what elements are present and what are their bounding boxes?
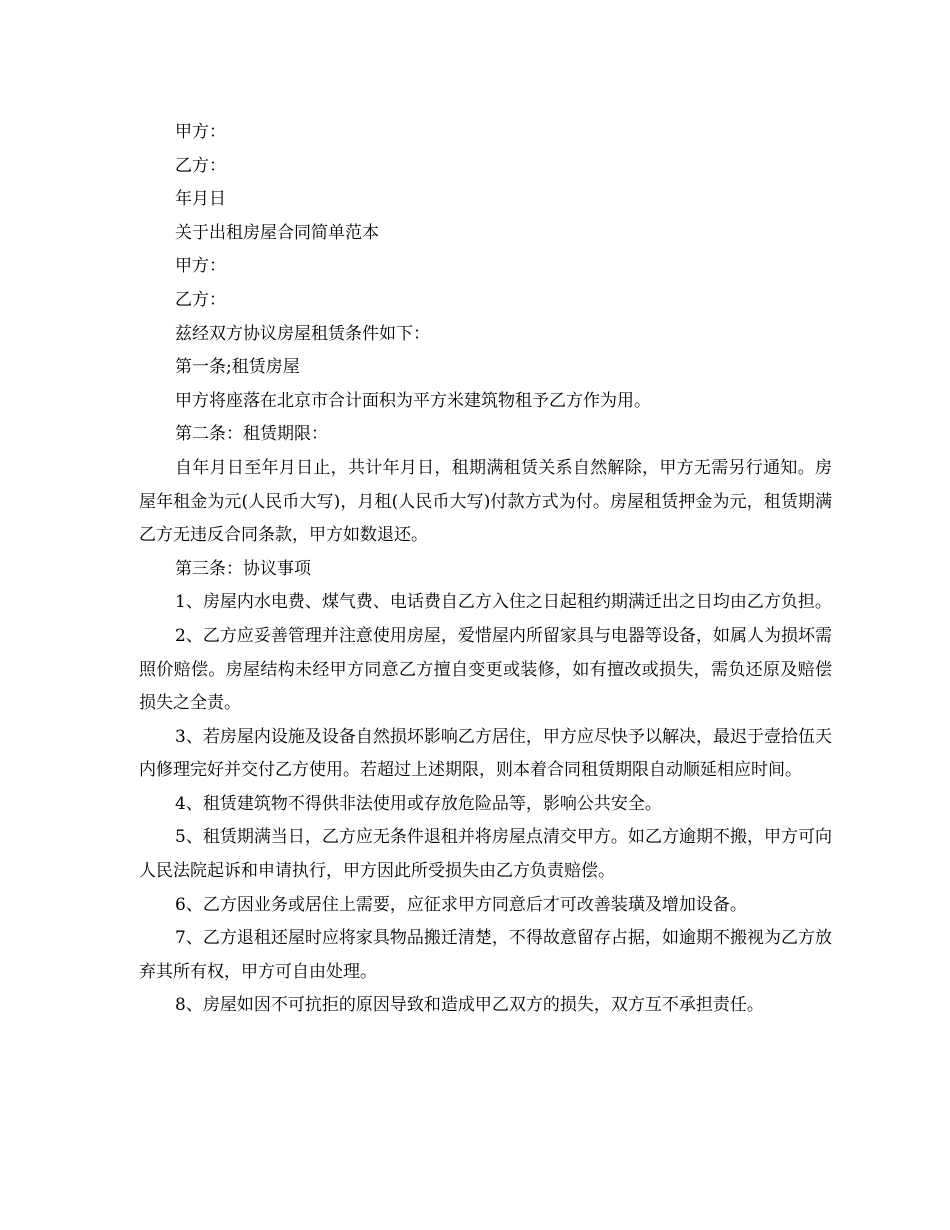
clause-2: 2、乙方应妥善管理并注意使用房屋，爱惜屋内所留家具与电器等设备，如属人为损坏需照价赔偿。房屋结构未经甲方同意乙方擅自变更或装修，如有擅改或损失，需负还原及赔偿损失之全责。 — [139, 625, 832, 714]
party-b-label-2: 乙方： — [175, 289, 226, 310]
article-1-heading: 第一条;租赁房屋 — [175, 357, 300, 378]
date-line: 年月日 — [175, 189, 226, 210]
clause-3: 3、若房屋内设施及设备自然损坏影响乙方居住，甲方应尽快予以解决，最迟于壹拾伍天内修理完好并交付乙方使用。若超过上述期限，则本着合同租赁期限自动顺延相应时间。 — [139, 726, 832, 781]
clause-1: 1、房屋内水电费、煤气费、电话费自乙方入住之日起租约期满迁出之日均由乙方负担。 — [175, 592, 832, 613]
party-a-label: 甲方： — [175, 122, 226, 142]
article-2-heading: 第二条：租赁期限： — [175, 424, 328, 445]
clause-7: 7、乙方退租还屋时应将家具物品搬迁清楚，不得故意留存占据，如逾期不搬视为乙方放弃其所有权，甲方可自由处理。 — [139, 928, 832, 982]
clause-6: 6、乙方因业务或居住上需要，应征求甲方同意后才可改善装璜及增加设备。 — [175, 894, 747, 915]
article-2-text: 自年月日至年月日止，共计年月日，租期满租赁关系自然解除，甲方无需另行通知。房屋年租金为元(人民币大写)，月租(人民币大写)付款方式为付。房屋租赁押金为元，租赁期满乙方无违反合同条款，甲方如数退还。 — [139, 457, 832, 546]
party-a-label-2: 甲方： — [175, 256, 226, 277]
party-b-label: 乙方： — [175, 155, 226, 176]
article-3-heading: 第三条：协议事项 — [175, 558, 311, 579]
article-1-text: 甲方将座落在北京市合计面积为平方米建筑物租予乙方作为用。 — [175, 390, 651, 411]
document-title: 关于出租房屋合同简单范本 — [175, 222, 379, 243]
clause-5: 5、租赁期满当日，乙方应无条件退租并将房屋点清交甲方。如乙方逾期不搬，甲方可向人民法院起诉和申请执行，甲方因此所受损失由乙方负责赔偿。 — [139, 827, 832, 882]
agreement-intro: 兹经双方协议房屋租赁条件如下： — [175, 323, 430, 344]
clause-4: 4、租赁建筑物不得供非法使用或存放危险品等，影响公共安全。 — [175, 793, 662, 814]
clause-8: 8、房屋如因不可抗拒的原因导致和造成甲乙双方的损失，双方互不承担责任。 — [175, 995, 764, 1016]
